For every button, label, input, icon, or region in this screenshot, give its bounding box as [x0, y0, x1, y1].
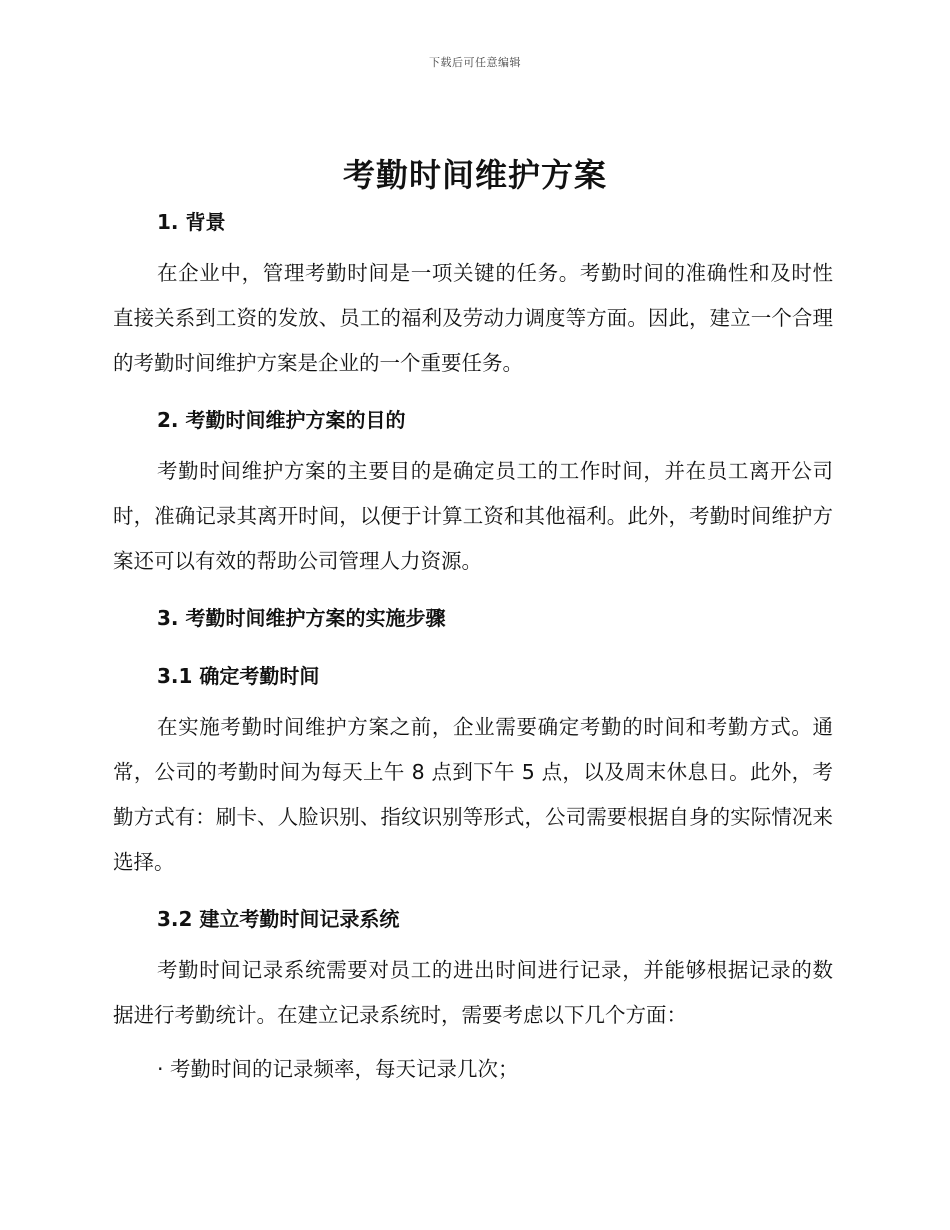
- paragraph-purpose: 考勤时间维护方案的主要目的是确定员工的工作时间，并在员工离开公司时，准确记录其离开时间，以便于计算工资和其他福利。此外，考勤时间维护方案还可以有效的帮助公司管理人力资源。: [113, 459, 833, 573]
- document-body: [113, 202, 833, 1092]
- subsection-heading-record-system: 3.2 建立考勤时间记录系统: [157, 907, 400, 931]
- bullet-item: · 考勤时间的记录频率，每天记录几次；: [157, 1057, 519, 1081]
- paragraph-background: 在企业中，管理考勤时间是一项关键的任务。考勤时间的准确性和及时性直接关系到工资的发放、员工的福利及劳动力调度等方面。因此，建立一个合理的考勤时间维护方案是企业的一个重要任务。: [113, 261, 833, 375]
- section-heading-purpose: 2. 考勤时间维护方案的目的: [157, 408, 406, 432]
- header-note: 下载后可任意编辑: [429, 56, 521, 69]
- paragraph-record-system: 考勤时间记录系统需要对员工的进出时间进行记录，并能够根据记录的数据进行考勤统计。在建立记录系统时，需要考虑以下几个方面：: [113, 958, 833, 1027]
- section-heading-implementation: 3. 考勤时间维护方案的实施步骤: [157, 606, 446, 630]
- subsection-heading-determine-time: 3.1 确定考勤时间: [157, 664, 320, 688]
- paragraph-determine-time: 在实施考勤时间维护方案之前，企业需要确定考勤的时间和考勤方式。通常，公司的考勤时间为每天上午 8 点到下午 5 点，以及周末休息日。此外，考勤方式有：刷卡、人脸识别、指纹识别等形式，公司需要根据自身的实际情况来选择。: [113, 715, 833, 874]
- document-title: 考勤时间维护方案: [342, 156, 607, 194]
- section-heading-background: 1. 背景: [157, 210, 226, 234]
